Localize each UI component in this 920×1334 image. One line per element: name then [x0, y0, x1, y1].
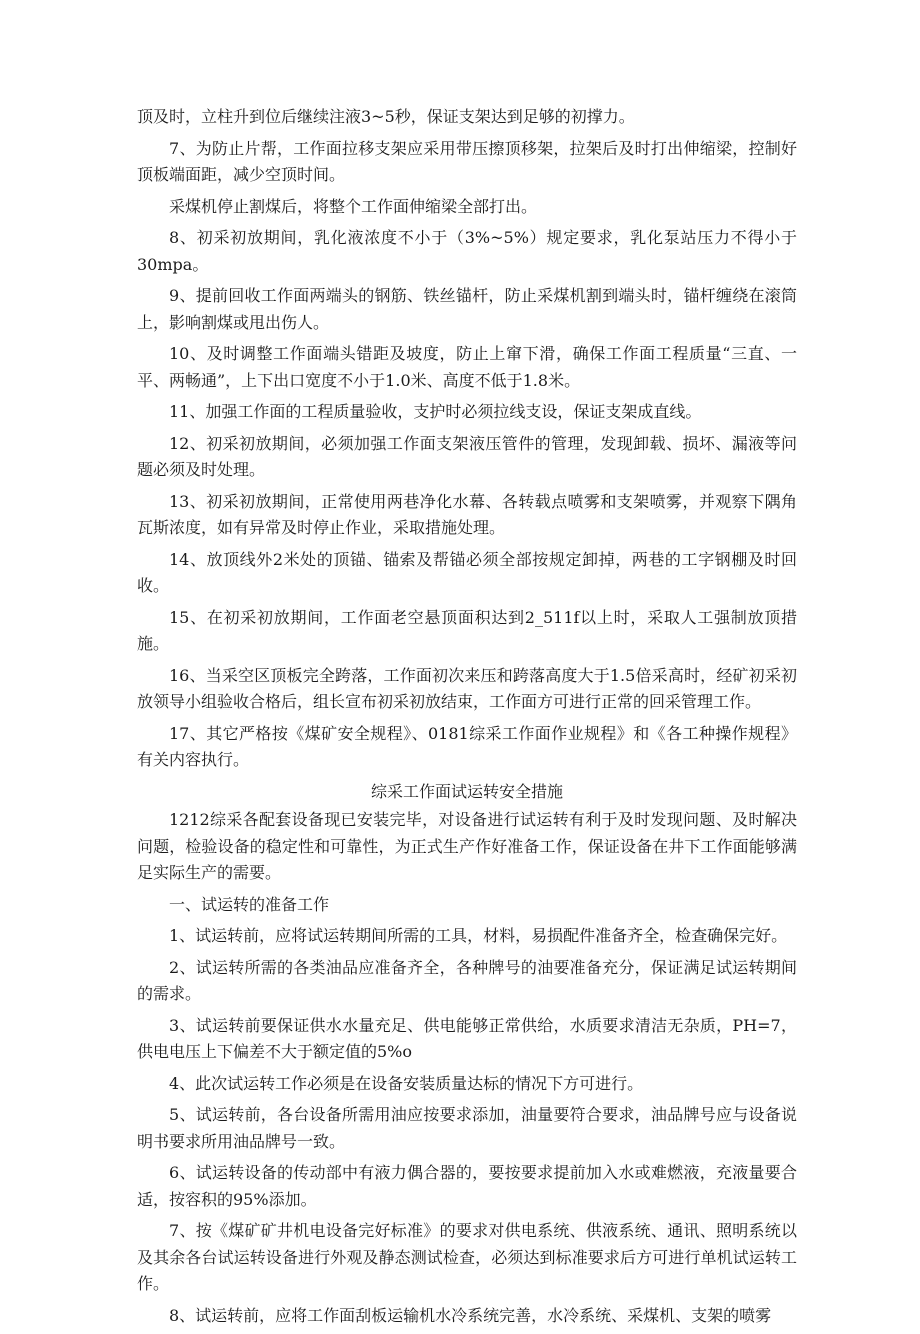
paragraph-item-16: 16、当采空区顶板完全跨落，工作面初次来压和跨落高度大于1.5倍采高时，经矿初采初放领导小组验收合格后，组长宣布初采初放结束，工作面方可进行正常的回采管理工作。	[137, 665, 797, 711]
paragraph-prep-7: 7、按《煤矿矿井机电设备完好标准》的要求对供电系统、供液系统、通讯、照明系统以及其余各台试运转设备进行外观及静态测试检查，必须达到标准要求后方可进行单机试运转工作。	[137, 1221, 797, 1293]
paragraph-item-13: 13、初采初放期间，正常使用两巷净化水幕、各转载点喷雾和支架喷雾，并观察下隅角瓦斯浓度，如有异常及时停止作业，采取措施处理。	[137, 491, 797, 537]
paragraph-item-17: 17、其它严格按《煤矿安全规程》、0181综采工作面作业规程》和《各工种操作规程》有关内容执行。	[137, 723, 797, 769]
section-title: 综采工作面试运转安全措施	[370, 781, 563, 801]
paragraph-prep-1: 1、试运转前，应将试运转期间所需的工具，材料，易损配件准备齐全，检查确保完好。	[169, 926, 788, 945]
paragraph-prep-5: 5、试运转前，各台设备所需用油应按要求添加，油量要符合要求，油品牌号应与设备说明书要求所用油品牌号一致。	[137, 1105, 797, 1151]
paragraph-continuation: 顶及时，立柱升到位后继续注液3~5秒，保证支架达到足够的初撑力。	[137, 107, 635, 126]
paragraph-prep-3: 3、试运转前要保证供水水量充足、供电能够正常供给，水质要求清洁无杂质，PH=7，供电电压上下偏差不大于额定值的5%o	[137, 1015, 797, 1061]
paragraph-intro: 1212综采各配套设备现已安装完毕，对设备进行试运转有利于及时发现问题、及时解决问题，检验设备的稳定性和可靠性，为正式生产作好准备工作，保证设备在井下工作面能够满足实际生产的需要。	[137, 810, 797, 882]
paragraph-item-9: 9、提前回收工作面两端头的钢筋、铁丝锚杆，防止采煤机割到端头时，锚杆缠绕在滚筒上，影响割煤或甩出伤人。	[137, 286, 797, 332]
paragraph-item-8: 8、初采初放期间，乳化液浓度不小于（3%~5%）规定要求，乳化泵站压力不得小于30mpa。	[137, 228, 797, 274]
paragraph-item-10: 10、及时调整工作面端头错距及坡度，防止上窜下滑，确保工作面工程质量“三直、一平、两畅通”，上下出口宽度不小于1.0米、高度不低于1.8米。	[137, 344, 797, 390]
paragraph-prep-4: 4、此次试运转工作必须是在设备安装质量达标的情况下方可进行。	[169, 1073, 644, 1093]
paragraph-item-14: 14、放顶线外2米处的顶锚、锚索及帮锚必须全部按规定卸掉，两巷的工字钢棚及时回收。	[137, 549, 797, 595]
paragraph-item-7: 7、为防止片帮，工作面拉移支架应采用带压擦顶移架，拉架后及时打出伸缩梁，控制好顶板端面距，减少空顶时间。	[137, 138, 797, 184]
document-page	[137, 104, 797, 1334]
paragraph-prep-6: 6、试运转设备的传动部中有液力偶合器的，要按要求提前加入水或难燃液，充液量要合适，按容积的95%添加。	[137, 1163, 797, 1209]
paragraph-item-15: 15、在初采初放期间，工作面老空悬顶面积达到2_511f以上时，采取人工强制放顶措施。	[137, 607, 797, 653]
subheading-preparation: 一、试运转的准备工作	[169, 894, 330, 914]
paragraph-item-11: 11、加强工作面的工程质量验收，支护时必须拉线支设，保证支架成直线。	[169, 402, 702, 421]
paragraph-item-12: 12、初采初放期间，必须加强工作面支架液压管件的管理，发现卸载、损坏、漏液等问题必须及时处理。	[137, 433, 797, 479]
paragraph-shearer-stop: 采煤机停止割煤后，将整个工作面伸缩梁全部打出。	[169, 196, 538, 216]
paragraph-prep-2: 2、试运转所需的各类油品应准备齐全，各种牌号的油要准备充分，保证满足试运转期间的需求。	[137, 957, 797, 1003]
paragraph-prep-8: 8、试运转前，应将工作面刮板运输机水冷系统完善，水冷系统、采煤机、支架的喷雾	[169, 1305, 772, 1325]
